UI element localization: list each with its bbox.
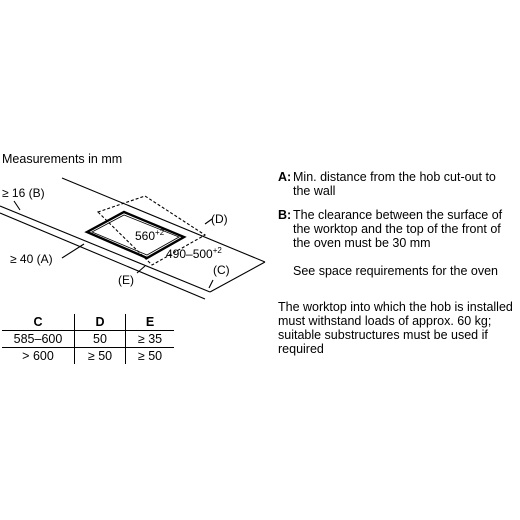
note-b <box>278 208 516 250</box>
table-row <box>2 331 174 348</box>
label-depth-value: 490–500 <box>166 247 213 261</box>
note-b-key: B: <box>278 208 292 222</box>
label-width-value: 560 <box>135 229 156 243</box>
table-cell: 50 <box>75 331 126 348</box>
note-a-text: Min. distance from the hob cut-out to the wall <box>293 170 496 198</box>
dim-b-line <box>14 201 20 210</box>
label-a: ≥ 40 (A) <box>10 252 53 266</box>
dim-c-line <box>209 280 213 288</box>
label-e: (E) <box>118 273 134 287</box>
table-cell: ≥ 50 <box>75 348 126 365</box>
note-a-key: A: <box>278 170 292 184</box>
label-width-tol: +2 <box>155 228 165 237</box>
dim-a-line <box>62 244 84 258</box>
label-depth <box>166 246 222 261</box>
measurements-title: Measurements in mm <box>2 152 123 166</box>
table-row <box>2 348 174 365</box>
label-c: (C) <box>213 263 230 277</box>
table-cell: 585–600 <box>2 331 75 348</box>
table-header-e: E <box>145 315 155 329</box>
label-b: ≥ 16 (B) <box>2 186 45 200</box>
label-width <box>135 228 165 243</box>
table-cell: > 600 <box>2 348 75 365</box>
note-oven: See space requirements for the oven <box>293 264 498 278</box>
table-header-c: C <box>2 314 75 331</box>
table-header-d: D <box>75 314 126 331</box>
label-d: (D) <box>211 212 228 226</box>
note-a <box>278 170 516 198</box>
note-b-text: The clearance between the surface of the worktop and the top of the front of the oven must be 30 mm <box>293 208 503 250</box>
label-depth-tol: +2 <box>212 246 222 255</box>
table-cell: ≥ 35 <box>126 331 175 348</box>
clearance-table <box>2 314 174 364</box>
notes-panel <box>278 170 516 378</box>
note-load: The worktop into which the hob is installed must withstand loads of approx. 60 kg; suitable substructures must be used if required <box>278 300 513 356</box>
table-cell: ≥ 50 <box>137 349 163 363</box>
